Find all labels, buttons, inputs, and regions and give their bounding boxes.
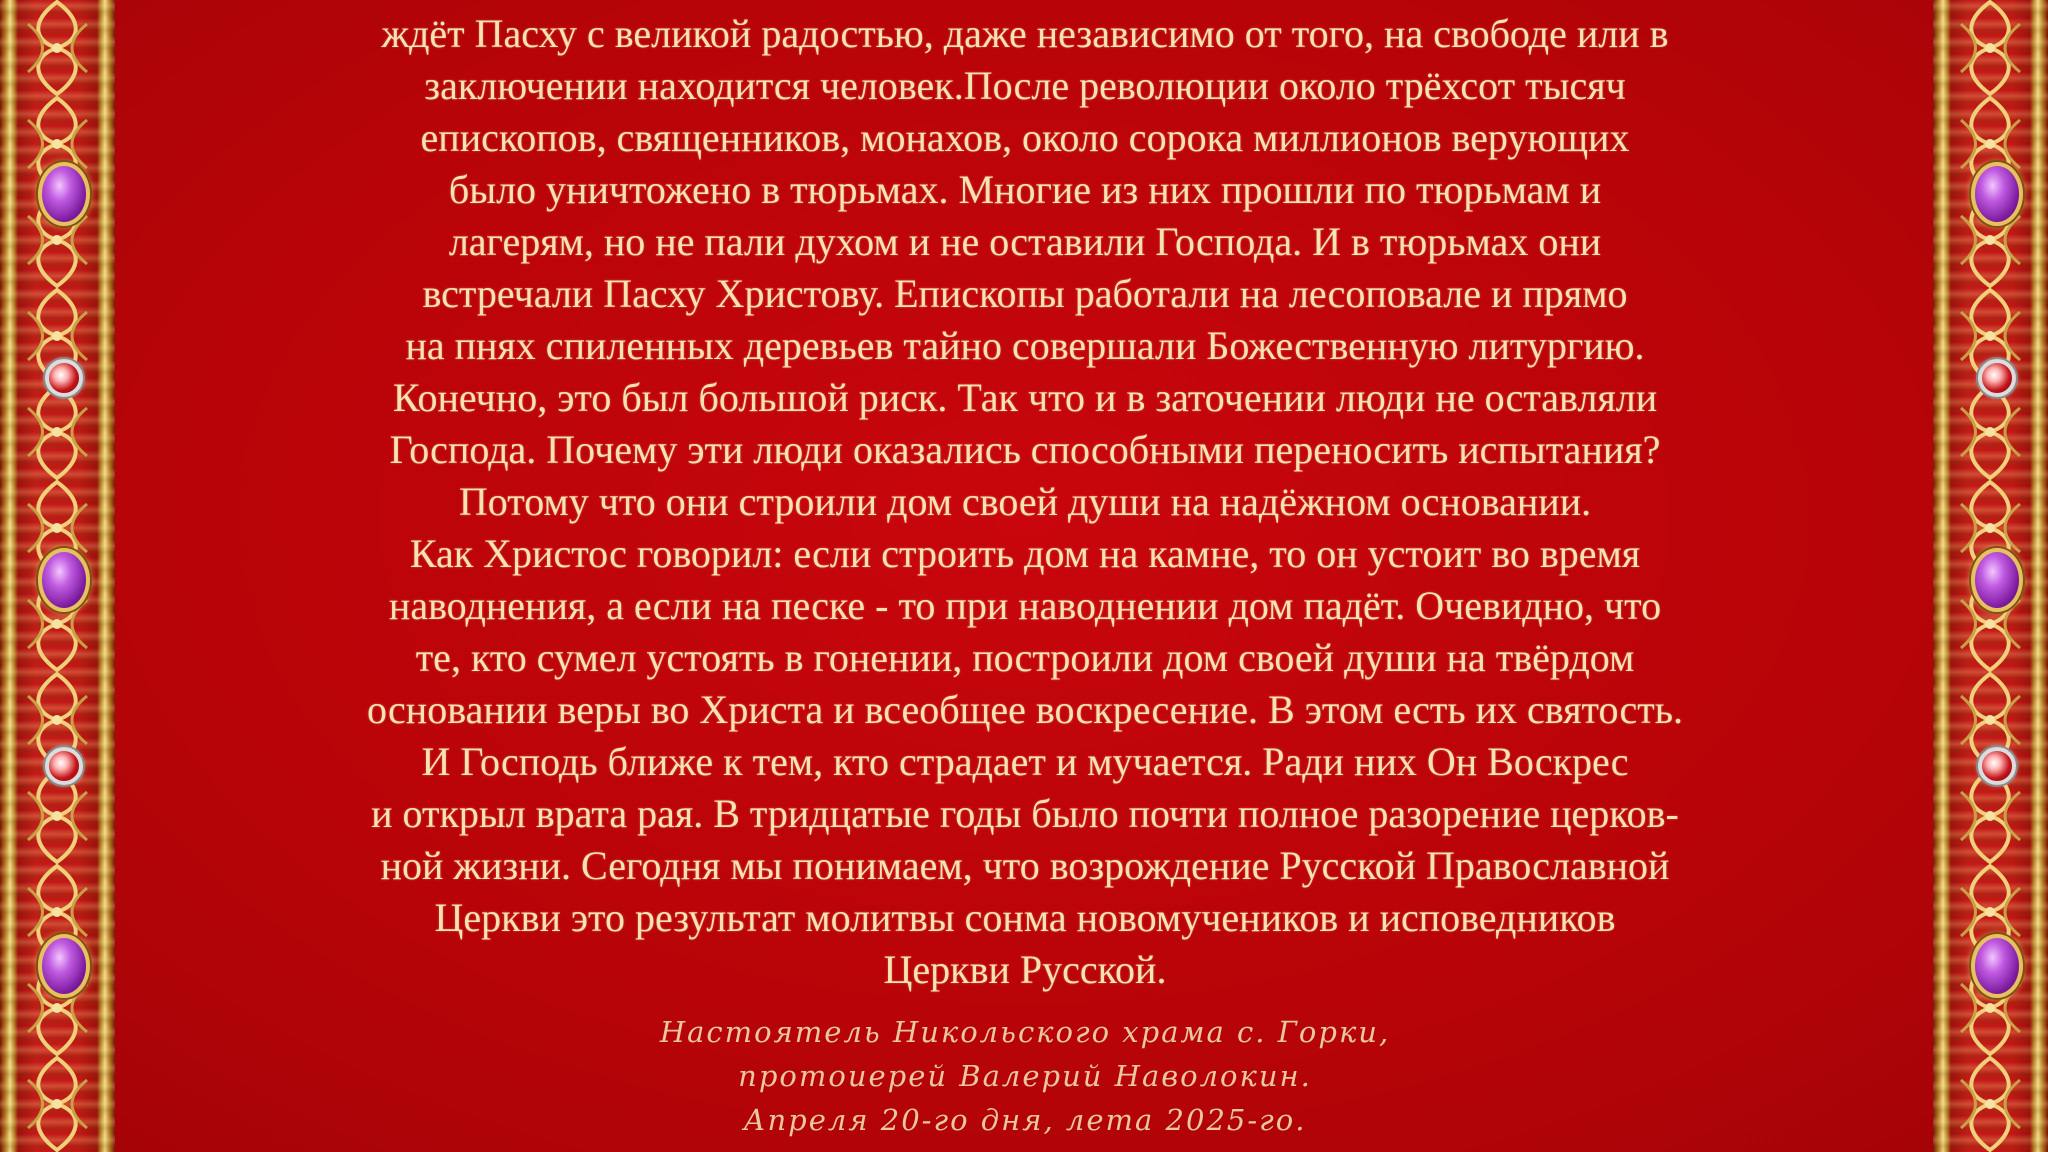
amethyst-gem-icon: [1971, 162, 2023, 226]
text-line: ной жизни. Сегодня мы понимаем, что возрождение Русской Православной: [380, 843, 1670, 888]
text-line: Как Христос говорил: если строить дом на камне, то он устоит во время: [409, 531, 1641, 576]
signature-date: Апреля 20-го дня, лета 2025-го.: [743, 1103, 1307, 1137]
text-line: и открыл врата рая. В тридцатые годы было почти полное разорение церков-: [371, 791, 1679, 836]
text-line: Потому что они строили дом своей души на надёжном основании.: [458, 479, 1592, 524]
text-line: лагерям, но не пали духом и не оставили Господа. И в тюрьмах они: [448, 219, 1602, 264]
ruby-jewel-icon: [45, 747, 83, 785]
amethyst-gem-icon: [38, 548, 90, 612]
signature-block: [140, 1010, 1910, 1142]
signature-rector: Настоятель Никольского храма с. Горки,: [659, 1015, 1391, 1049]
text-line: встречали Пасху Христову. Епископы работали на лесоповале и прямо: [422, 271, 1628, 316]
amethyst-gem-icon: [1971, 548, 2023, 612]
text-line: на пнях спиленных деревьев тайно совершали Божественную литургию.: [405, 323, 1645, 368]
text-line: Церкви Русской.: [883, 947, 1167, 992]
text-line: было уничтожено в тюрьмах. Многие из них прошли по тюрьмам и: [448, 167, 1602, 212]
right-ornamental-border: [1933, 0, 2048, 1152]
text-line: епископов, священников, монахов, около сорока миллионов верующих: [420, 115, 1630, 160]
amethyst-gem-icon: [1971, 934, 2023, 998]
text-line: Конечно, это был большой риск. Так что и в заточении люди не оставляли: [392, 375, 1658, 420]
text-line: ждёт Пасху с великой радостью, даже независимо от того, на свободе или в: [381, 11, 1669, 56]
text-line: наводнения, а если на песке - то при наводнении дом падёт. Очевидно, что: [388, 583, 1662, 628]
sermon-text: [140, 8, 1910, 996]
text-line: те, кто сумел устоять в гонении, построили дом своей души на твёрдом: [415, 635, 1635, 680]
text-line: Господа. Почему эти люди оказались способными переносить испытания?: [389, 427, 1661, 472]
left-ornamental-border: [0, 0, 115, 1152]
amethyst-gem-icon: [38, 934, 90, 998]
ruby-jewel-icon: [1978, 747, 2016, 785]
ruby-jewel-icon: [45, 359, 83, 397]
text-line: И Господь ближе к тем, кто страдает и мучается. Ради них Он Воскрес: [421, 739, 1629, 784]
ruby-jewel-icon: [1978, 359, 2016, 397]
amethyst-gem-icon: [38, 162, 90, 226]
text-line: заключении находится человек.После революции около трёхсот тысяч: [424, 63, 1626, 108]
signature-priest-name: протоиерей Валерий Наволокин.: [738, 1059, 1312, 1093]
text-line: основании веры во Христа и всеобщее воскресение. В этом есть их святость.: [367, 687, 1683, 732]
text-line: Церкви это результат молитвы сонма новомучеников и исповедников: [434, 895, 1616, 940]
